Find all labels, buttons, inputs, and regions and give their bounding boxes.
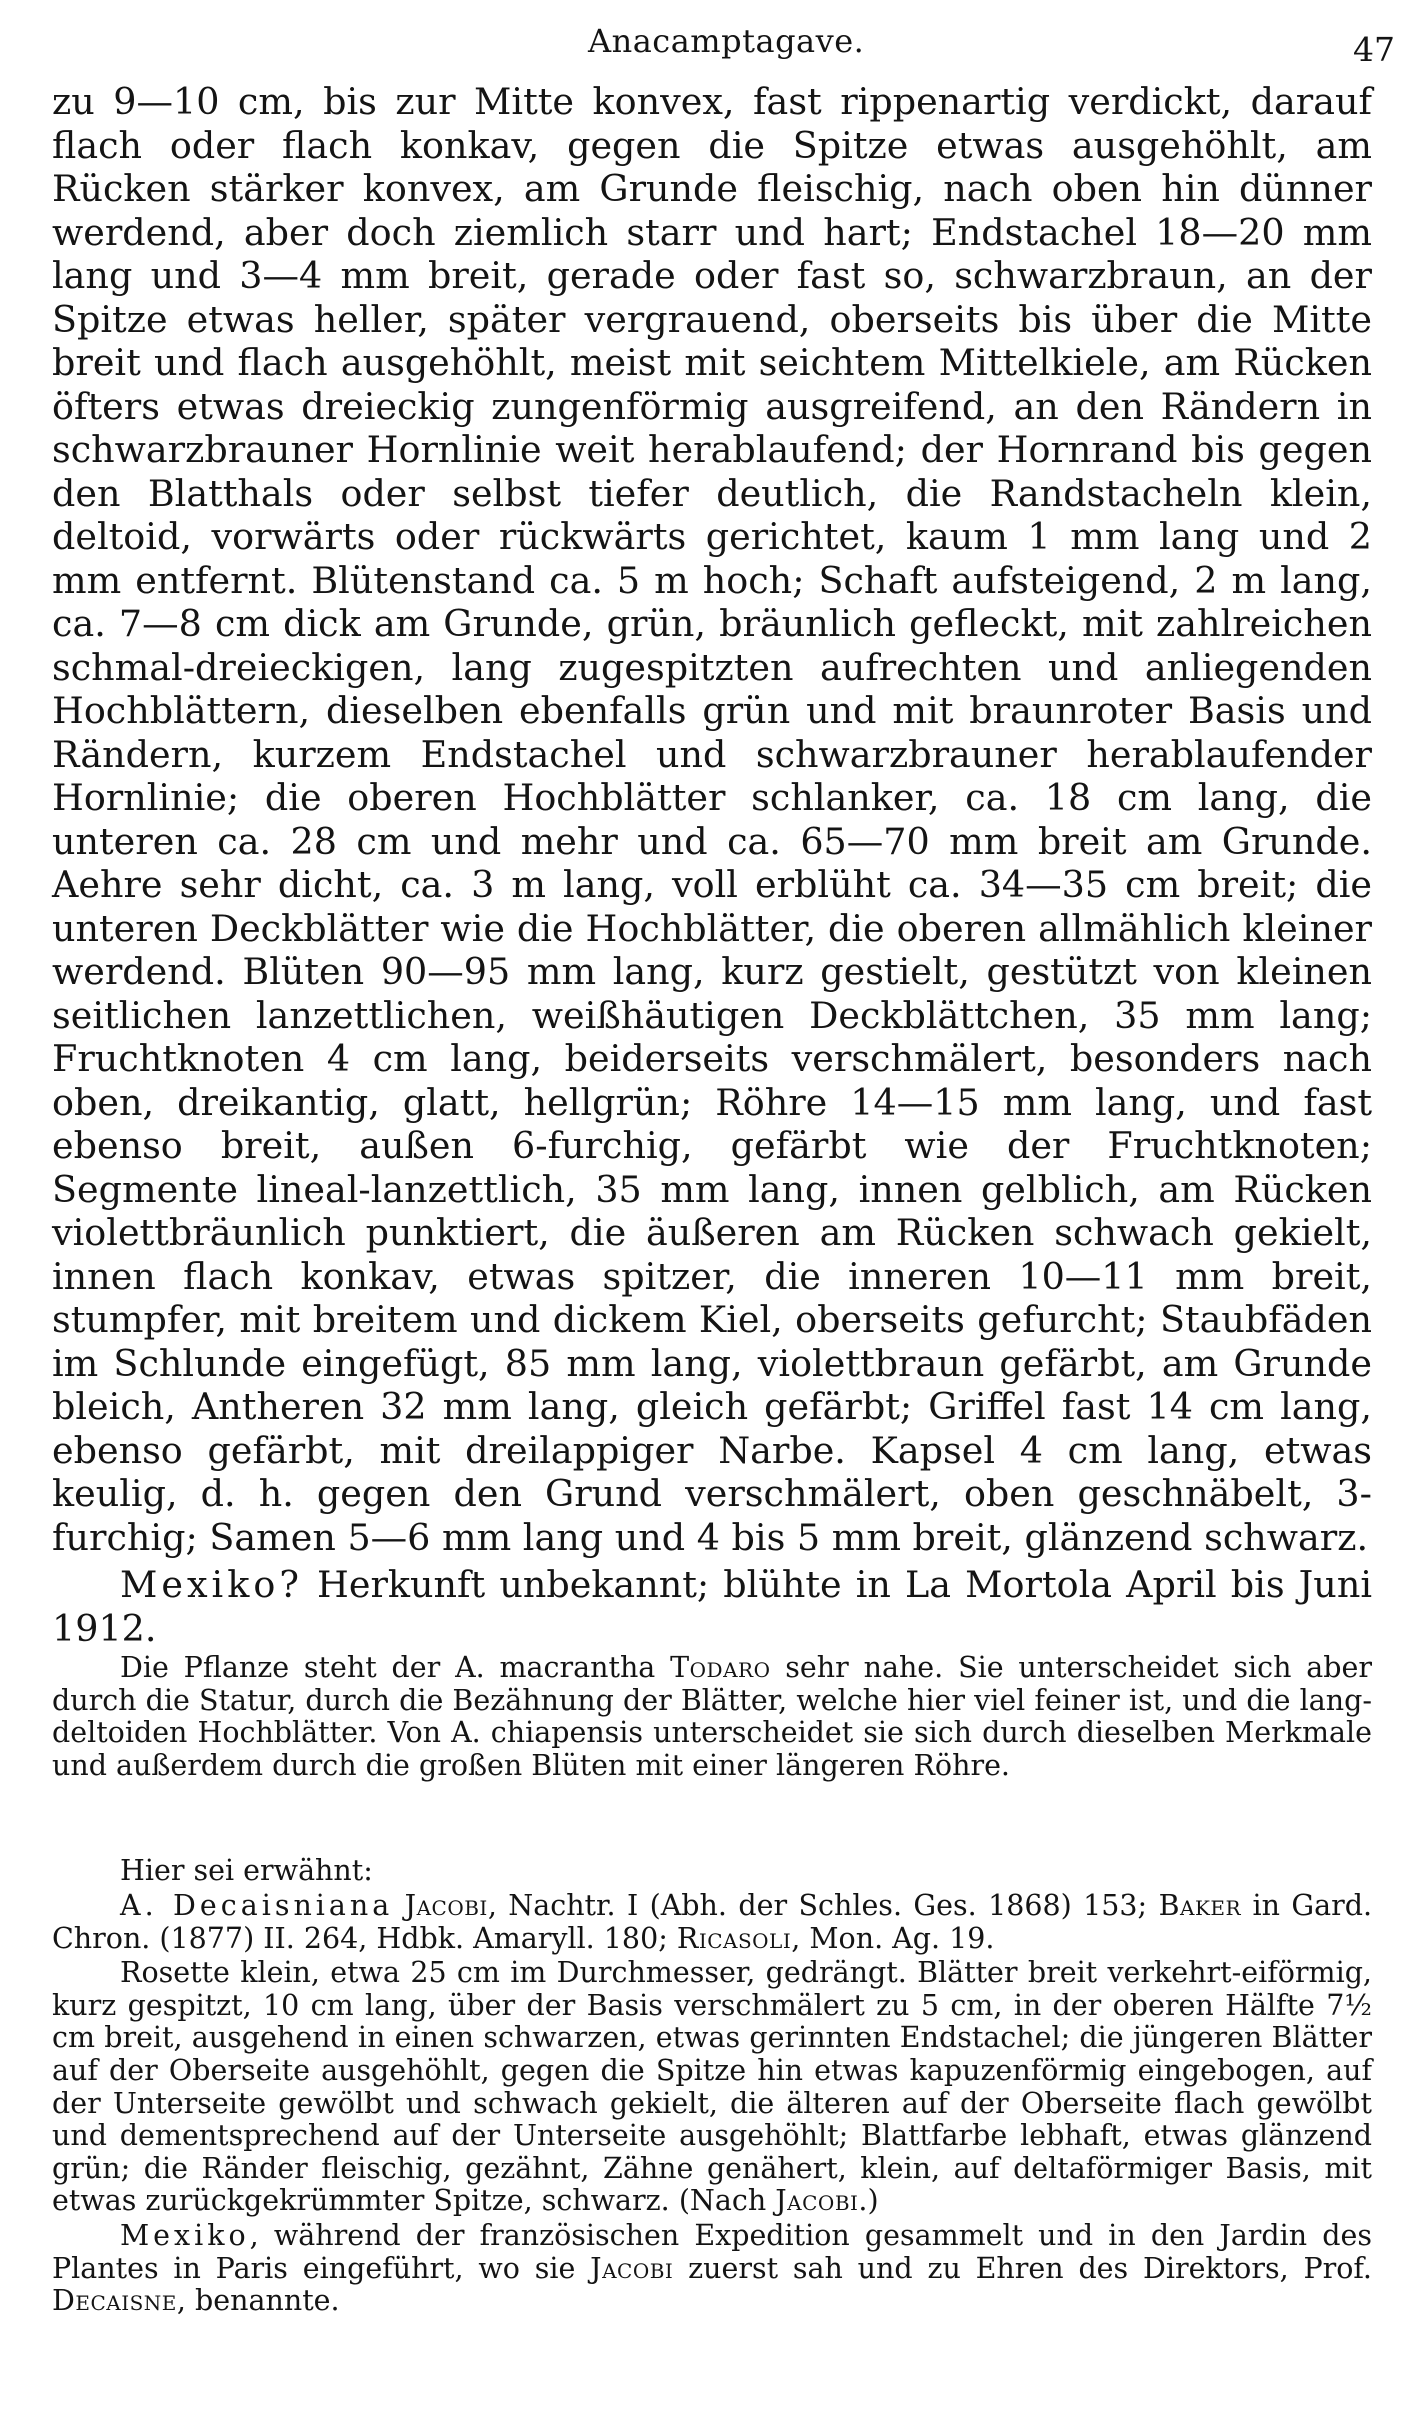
locality-label: Mexiko? (120, 1563, 303, 1606)
note-text-2: sehr nahe. Sie unterscheidet sich aber durch die Statur, durch die Bezähnung der Blätter, welche hier viel feiner ist, und die lang-deltoiden Hochblätter. Von A. chiapensis unterscheidet sie sich durch dieselben Merkmale und außerdem durch die großen Blüten mit einer längeren Röhre. (52, 1651, 1372, 1782)
source-author: Jacobi (775, 2184, 859, 2218)
species-name: A. Decaisniana (120, 1889, 394, 1922)
citation-part-2: in Gard. Chron. (1877) II. 264, Hdbk. Amaryll. 180; (52, 1889, 1373, 1955)
note-author: Todaro (670, 1651, 771, 1684)
species-description-text: Rosette klein, etwa 25 cm im Durchmesser, gedrängt. Blätter breit verkehrt-eiförmig, kurz gespitzt, 10 cm lang, über der Basis verschmälert zu 5 cm, in der oberen Hälfte 7½ cm breit, ausgehend in einen schwarzen, etwas gerinnten Endstachel; die jüngeren Blätter auf der Oberseite ausgehöhlt, gegen die Spitze hin etwas kapuzenförmig eingebogen, auf der Unterseite gewölbt und schwach gekielt, die älteren auf der Oberseite flach gewölbt und dementsprechend auf der Unterseite ausgehöhlt; Blattfarbe lebhaft, etwas glänzend grün; die Ränder fleischig, gezähnt, Zähne genähert, klein, auf deltaförmiger Basis, mit etwas zurückgekrümmter Spitze, schwarz. (52, 1956, 1372, 2218)
species-author: Jacobi (404, 1889, 488, 1922)
citation-part-1: , Nachtr. I (Abh. der Schles. Ges. 1868) 153; (487, 1889, 1159, 1922)
note-paragraph (52, 1652, 1372, 1782)
description-paragraph: zu 9—10 cm, bis zur Mitte konvex, fast rippenartig verdickt, darauf flach oder flach konkav, gegen die Spitze etwas ausgehöhlt, am Rücken stärker konvex, am Grunde fleischig, nach oben hin dünner werdend, aber doch ziemlich starr und hart; Endstachel 18—20 mm lang und 3—4 mm breit, gerade oder fast so, schwarzbraun, an der Spitze etwas heller, später vergrauend, oberseits bis über die Mitte breit und flach ausgehöhlt, meist mit seichtem Mittelkiele, am Rücken öfters etwas dreieckig zungenförmig ausgreifend, an den Rändern in schwarzbrauner Hornlinie weit herablaufend; der Hornrand bis gegen den Blatthals oder selbst tiefer deutlich, die Randstacheln klein, deltoid, vorwärts oder rückwärts gerichtet, kaum 1 mm lang und 2 mm entfernt. Blütenstand ca. 5 m hoch; Schaft aufsteigend, 2 m lang, ca. 7—8 cm dick am Grunde, grün, bräunlich gefleckt, mit zahlreichen schmal-dreieckigen, lang zugespitzten aufrechten und anliegenden Hochblättern, dieselben ebenfalls grün und mit braunroter Basis und Rändern, kurzem Endstachel und schwarzbrauner herablaufender Hornlinie; die oberen Hochblätter schlanker, ca. 18 cm lang, die unteren ca. 28 cm und mehr und ca. 65—70 mm breit am Grunde. Aehre sehr dicht, ca. 3 m lang, voll erblüht ca. 34—35 cm breit; die unteren Deckblätter wie die Hochblätter, die oberen allmählich kleiner werdend. Blüten 90—95 mm lang, kurz gestielt, gestützt von kleinen seitlichen lanzettlichen, weißhäutigen Deckblättchen, 35 mm lang; Fruchtknoten 4 cm lang, beiderseits verschmälert, besonders nach oben, dreikantig, glatt, hellgrün; Röhre 14—15 mm lang, und fast ebenso breit, außen 6-furchig, gefärbt wie der Fruchtknoten; Segmente lineal-lanzettlich, 35 mm lang, innen gelblich, am Rücken violettbräunlich punktiert, die äußeren am Rücken schwach gekielt, innen flach konkav, etwas spitzer, die inneren 10—11 mm breit, stumpfer, mit breitem und dickem Kiel, oberseits gefurcht; Staubfäden im Schlunde eingefügt, 85 mm lang, violettbraun gefärbt, am Grunde bleich, Antheren 32 mm lang, gleich gefärbt; Griffel fast 14 cm lang, ebenso gefärbt, mit dreilappiger Narbe. Kapsel 4 cm lang, etwas keulig, d. h. gegen den Grund verschmälert, oben geschnäbelt, 3-furchig; Samen 5—6 mm lang und 4 bis 5 mm breit, glänzend schwarz. (52, 80, 1372, 1559)
locality-text: Herkunft unbekannt; blühte in La Mortola April bis Juni 1912. (52, 1563, 1372, 1650)
species-locality-text-3: , benannte. (176, 2284, 340, 2318)
comparison-note (52, 1652, 1372, 1782)
page-number: 47 (1353, 30, 1395, 69)
citation-author-2: Baker (1158, 1889, 1242, 1922)
running-header (0, 22, 1413, 72)
species-locality-text-2: zuerst sah und zu Ehren des Direktors, Prof. (673, 2251, 1372, 2285)
source-suffix: .) (858, 2184, 879, 2218)
species-description (52, 1957, 1372, 2218)
species-locality-text-1: , während der französischen Expedition gesammelt und in den Jardin des Plantes in Paris eingeführt, wo sie (52, 2218, 1372, 2285)
note-text-1: Die Pflanze steht der A. macrantha (120, 1651, 671, 1684)
locality-paragraph (52, 1563, 1372, 1650)
species-locality (52, 2220, 1372, 2318)
mention-heading: Hier sei erwähnt: (120, 1854, 373, 1887)
mention-heading-block (52, 1855, 1372, 1888)
source-prefix: (Nach (678, 2184, 776, 2218)
citation-author-3: Ricasoli (676, 1921, 792, 1955)
species-locality-author-1: Jacobi (590, 2251, 674, 2285)
species-locality-label: Mexiko (120, 2218, 250, 2252)
species-entry (52, 1890, 1372, 2318)
main-description-block (52, 80, 1372, 1650)
citation-part-3: , Mon. Ag. 19. (791, 1921, 995, 1955)
species-locality-author-2: Decaisne (52, 2284, 177, 2318)
running-title: Anacamptagave. (588, 22, 865, 60)
species-citation (52, 1890, 1372, 1955)
